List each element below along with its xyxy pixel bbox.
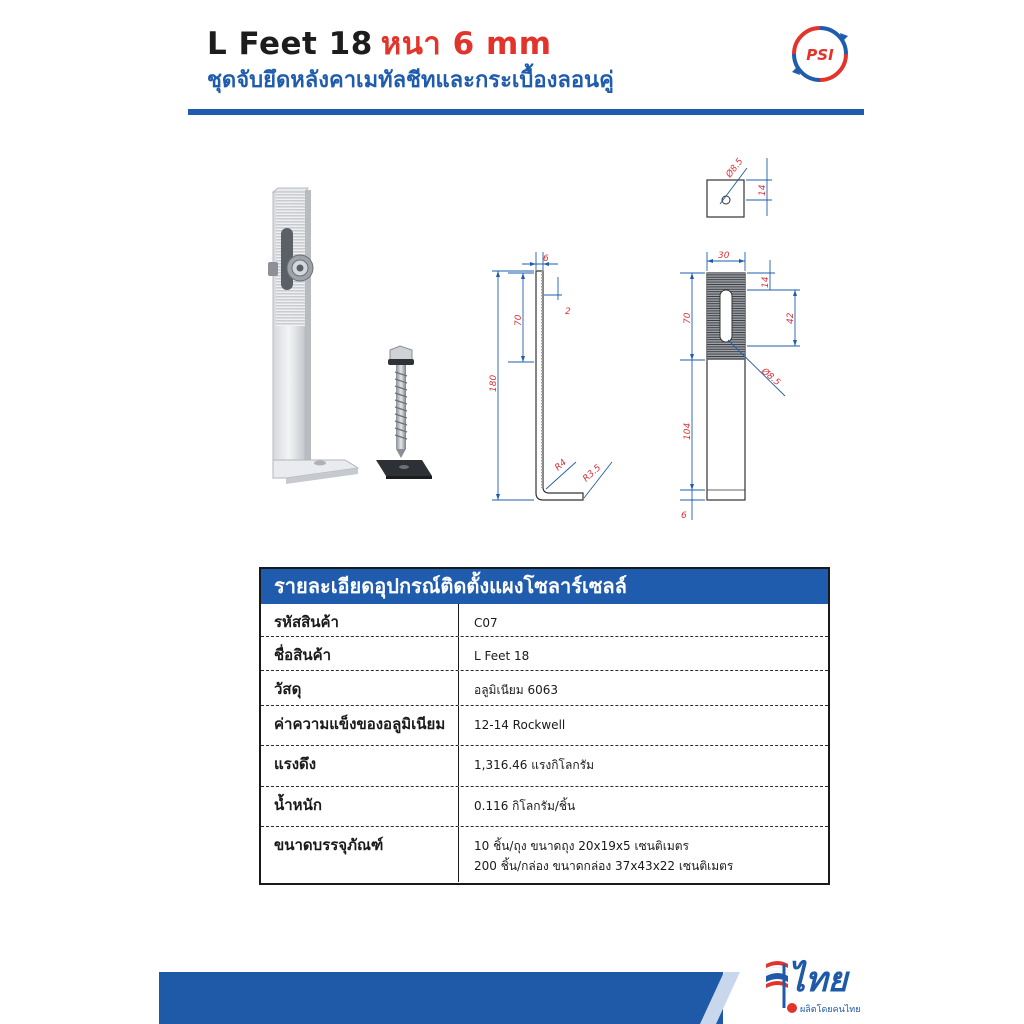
side-view-drawing: [489, 252, 612, 500]
dim-side-outer-radius: R3.5: [581, 463, 604, 485]
logo-text: PSI: [806, 46, 834, 64]
spec-value: 12-14 Rockwell: [474, 718, 566, 732]
spec-label: รหัสสินค้า: [261, 604, 459, 636]
spec-label: วัสดุ: [261, 671, 459, 705]
spec-value: อลูมิเนียม 6063: [474, 683, 559, 697]
footer-band: [159, 972, 723, 1024]
table-row: [261, 746, 828, 787]
thai-brand-tagline: ผลิตโดยคนไทย: [800, 1005, 861, 1015]
spec-table: [259, 567, 830, 885]
table-row: [261, 604, 828, 637]
spec-value-multiline: [459, 827, 828, 882]
spec-label: ชื่อสินค้า: [261, 637, 459, 670]
spec-value: 0.116 กิโลกรัม/ชิ้น: [474, 799, 576, 813]
title-thickness: หนา 6 mm: [380, 26, 552, 62]
dim-side-slot-height: 70: [514, 314, 524, 326]
dim-side-offset: 2: [565, 307, 571, 317]
dim-front-base: 6: [681, 511, 687, 521]
spec-value: 1,316.46 แรงกิโลกรัม: [474, 758, 594, 772]
title-product-name: L Feet 18: [207, 26, 373, 62]
table-row: [261, 827, 828, 882]
spec-label: แรงดึง: [261, 746, 459, 786]
top-view-drawing: [707, 156, 772, 217]
dim-front-width: 30: [718, 251, 730, 261]
dim-side-inner-radius: R4: [553, 457, 569, 474]
l-feet-product-image: [268, 188, 358, 484]
dim-front-lower-zone: 104: [683, 422, 693, 440]
spec-label: ค่าความแข็งของอลูมิเนียม: [261, 706, 459, 745]
thai-brand-word: ไทย: [788, 960, 848, 1000]
spec-value: 10 ชิ้น/ถุง ขนาดถุง 20x19x5 เซนติเมตร: [474, 839, 689, 853]
dim-top-offset: 14: [758, 184, 768, 196]
page-subtitle: ชุดจับยึดหลังคาเมทัลชีทและกระเบื้องลอนคู่: [207, 68, 614, 93]
dim-front-slot-zone: 70: [683, 312, 693, 324]
table-row: [261, 706, 828, 746]
dim-side-total-height: 180: [489, 374, 499, 392]
technical-drawings: [240, 140, 840, 550]
table-row: [261, 671, 828, 706]
spec-value: C07: [474, 616, 498, 630]
spec-value: 200 ชิ้น/กล่อง ขนาดกล่อง 37x43x22 เซนติเมตร: [474, 859, 734, 873]
spec-value: L Feet 18: [474, 649, 530, 663]
table-row: [261, 637, 828, 671]
dim-side-thickness: 6: [543, 254, 549, 264]
spec-label: น้ำหนัก: [261, 787, 459, 826]
front-view-drawing: [680, 251, 800, 521]
table-row: [261, 787, 828, 827]
spec-label: ขนาดบรรจุภัณฑ์: [261, 827, 459, 882]
dim-front-slot-length: 42: [786, 312, 796, 324]
header-divider: [188, 109, 864, 115]
page-title: [207, 18, 552, 68]
dim-top-hole: Ø8.5: [724, 156, 746, 180]
self-drilling-screw-image: [376, 346, 432, 479]
psi-logo: [790, 24, 850, 84]
spec-table-heading: รายละเอียดอุปกรณ์ติดตั้งแผงโซลาร์เซลล์: [261, 569, 828, 604]
dim-front-slot-top: 14: [761, 276, 771, 288]
dim-front-hole: Ø8.5: [759, 366, 782, 389]
